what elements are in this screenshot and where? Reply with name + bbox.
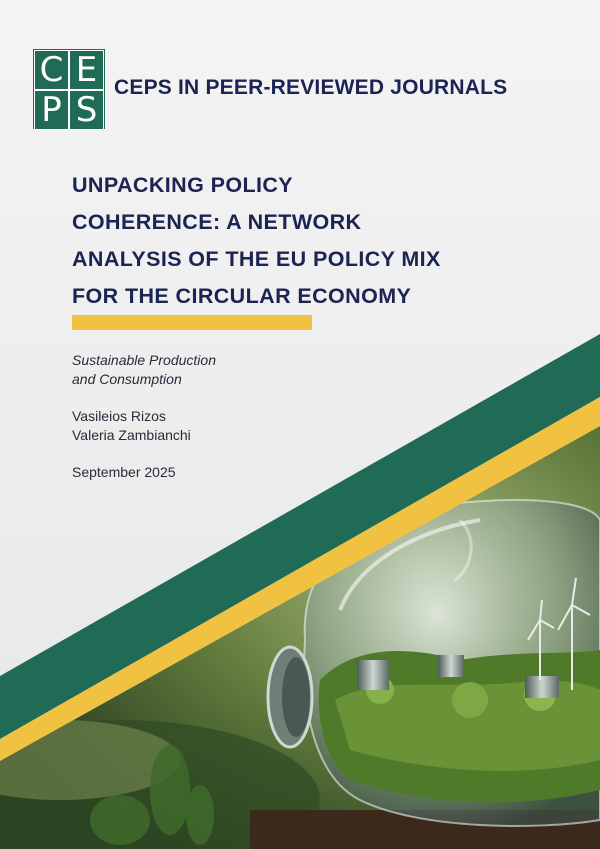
title-accent-bar	[72, 315, 312, 330]
author-name: Vasileios Rizos	[72, 408, 166, 424]
title-line: COHERENCE: A NETWORK	[72, 210, 362, 234]
author-name: Valeria Zambianchi	[72, 427, 191, 443]
publication-title	[72, 167, 492, 315]
ceps-logo	[33, 49, 105, 129]
series-label: CEPS IN PEER-REVIEWED JOURNALS	[114, 76, 508, 99]
title-line: FOR THE CIRCULAR ECONOMY	[72, 284, 412, 308]
title-line: ANALYSIS OF THE EU POLICY MIX	[72, 247, 441, 271]
title-line: UNPACKING POLICY	[72, 173, 294, 197]
logo-letter: P	[35, 91, 68, 129]
logo-letter: S	[70, 91, 103, 129]
journal-name	[72, 351, 216, 389]
publication-date: September 2025	[72, 464, 176, 480]
logo-letter: C	[35, 51, 68, 89]
journal-line: and Consumption	[72, 371, 182, 387]
journal-line: Sustainable Production	[72, 352, 216, 368]
logo-letter: E	[70, 51, 103, 89]
author-list	[72, 407, 191, 445]
